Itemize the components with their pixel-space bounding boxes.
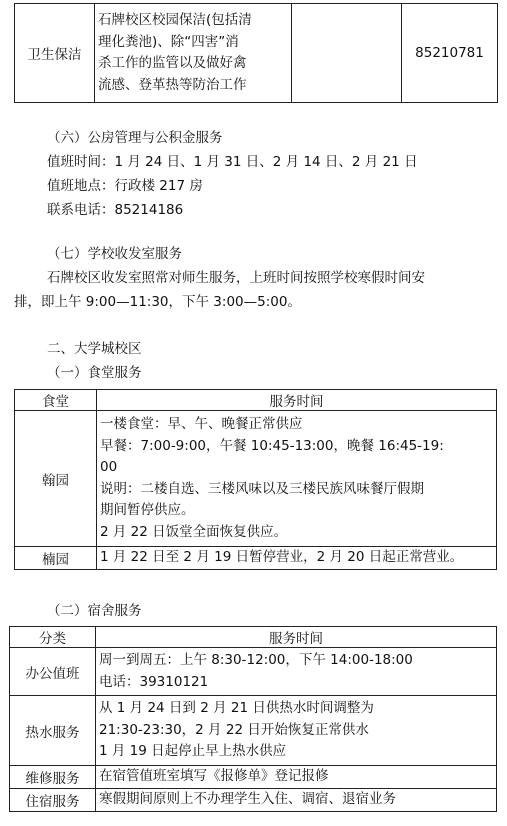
duty-time: 值班时间：1 月 24 日、1 月 31 日、2 月 14 日、2 月 21 日 bbox=[47, 154, 418, 170]
category-label: 维修服务 bbox=[25, 771, 80, 787]
description-line: 流感、登革热等防治工作 bbox=[98, 76, 247, 93]
description-line: 石牌校区校园保洁(包括清 bbox=[98, 12, 252, 28]
detail-line: 一楼食堂：早、午、晚餐正常供应 bbox=[100, 416, 303, 432]
section-heading: （七）学校收发室服务 bbox=[47, 246, 182, 262]
canteen-name-cell bbox=[15, 547, 97, 570]
top-service-table bbox=[14, 3, 498, 103]
part-heading: 二、大学城校区 bbox=[47, 341, 142, 357]
canteen-name-cell bbox=[15, 411, 97, 547]
detail-line: 周一到周五：上午 8:30-12:00，下午 14:00-18:00 bbox=[99, 652, 413, 668]
category-label: 卫生保洁 bbox=[27, 47, 82, 63]
subsection-heading: （一）食堂服务 bbox=[47, 365, 142, 381]
detail-line: 00 bbox=[100, 459, 118, 475]
header-label: 服务时间 bbox=[269, 631, 323, 647]
header-label: 食堂 bbox=[42, 394, 69, 410]
header-cell bbox=[10, 627, 96, 648]
category-cell bbox=[10, 648, 96, 696]
detail-line: 说明：二楼自选、三楼风味以及三楼民族风味餐厅假期 bbox=[100, 480, 424, 497]
category-cell bbox=[10, 789, 96, 812]
dorm-table bbox=[9, 626, 497, 812]
detail-line: 在宿管值班室填写《报修单》登记报修 bbox=[99, 768, 329, 785]
header-cell bbox=[96, 627, 497, 648]
category-label: 住宿服务 bbox=[25, 794, 80, 810]
category-cell bbox=[10, 766, 96, 789]
phone-number: 85210781 bbox=[415, 45, 484, 61]
detail-line: 1 月 19 日起停止早上热水供应 bbox=[99, 743, 287, 760]
category-cell bbox=[10, 696, 96, 766]
empty-cell bbox=[292, 4, 402, 103]
category-cell bbox=[15, 4, 95, 103]
detail-line: 寒假期间原则上不办理学生入住、调宿、退宿业务 bbox=[99, 791, 396, 808]
contact-phone: 联系电话：85214186 bbox=[47, 202, 184, 218]
description-line: 理化粪池)、除“四害”消 bbox=[98, 33, 239, 50]
canteen-detail-cell bbox=[97, 547, 497, 570]
detail-line: 从 1 月 24 日到 2 月 21 日供热水时间调整为 bbox=[99, 700, 374, 717]
detail-line: 期间暂停供应。 bbox=[100, 502, 195, 518]
header-cell bbox=[15, 390, 97, 411]
detail-line: 2 月 22 日饭堂全面恢复供应。 bbox=[100, 523, 288, 540]
detail-line: 1 月 22 日至 2 月 19 日暂停营业，2 月 20 日起正常营业。 bbox=[100, 549, 464, 566]
canteen-table bbox=[14, 389, 497, 570]
header-cell bbox=[97, 390, 497, 411]
header-label: 服务时间 bbox=[269, 394, 324, 410]
canteen-detail-cell bbox=[97, 411, 497, 547]
canteen-name: 楠园 bbox=[42, 552, 69, 568]
paragraph-line: 排，即上午 9:00—11:30，下午 3:00—5:00。 bbox=[14, 294, 301, 310]
category-label: 办公值班 bbox=[25, 665, 80, 682]
duty-place: 值班地点：行政楼 217 房 bbox=[47, 178, 203, 194]
paragraph-line: 石牌校区收发室照常对师生服务，上班时间按照学校寒假时间安 bbox=[47, 270, 425, 286]
detail-line: 21:30-23:30，2 月 22 日开始恢复正常供水 bbox=[99, 721, 369, 738]
service-detail-cell bbox=[96, 766, 497, 789]
phone-cell bbox=[402, 4, 498, 103]
detail-line: 早餐：7:00-9:00，午餐 10:45-13:00，晚餐 16:45-19: bbox=[100, 437, 444, 454]
section-heading: （六）公房管理与公积金服务 bbox=[47, 130, 223, 146]
description-cell bbox=[95, 4, 292, 103]
service-detail-cell bbox=[96, 789, 497, 812]
description-line: 杀工作的监管以及做好禽 bbox=[98, 55, 247, 71]
category-label: 热水服务 bbox=[25, 724, 80, 741]
service-detail-cell bbox=[96, 648, 497, 696]
service-detail-cell bbox=[96, 696, 497, 766]
detail-line: 电话：39310121 bbox=[99, 673, 209, 690]
header-label: 分类 bbox=[39, 631, 66, 647]
canteen-name: 翰园 bbox=[42, 472, 69, 489]
subsection-heading: （二）宿舍服务 bbox=[47, 603, 142, 619]
